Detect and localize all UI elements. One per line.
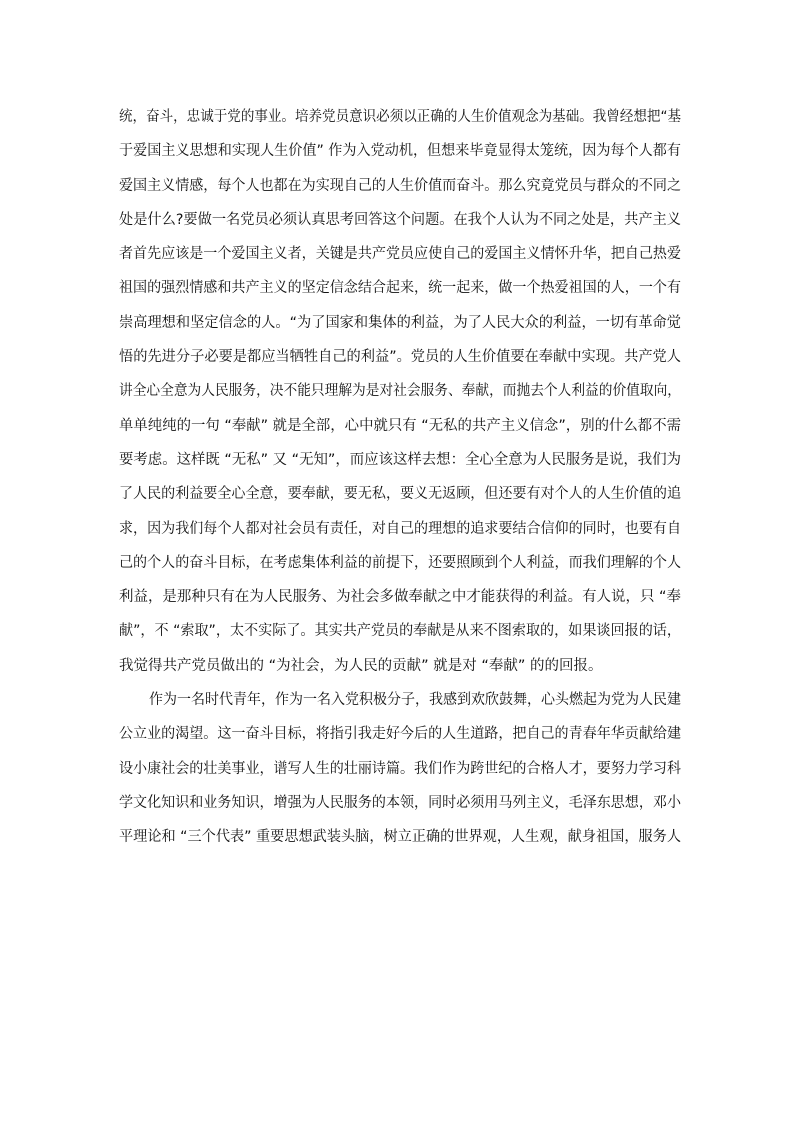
paragraph-1-line-13: 求，因为我们每个人都对社会员有责任，对自己的理想的追求要结合信仰的同时，也要有自: [119, 520, 681, 537]
paragraph-1-line-6: 祖国的强烈情感和共产主义的坚定信念结合起来，统一起来，做一个热爱祖国的人，一个有: [119, 280, 681, 297]
paragraph-1-line-15: 利益，是那种只有在为人民服务、为社会多做奉献之中才能获得的利益。有人说，只 “奉: [119, 589, 681, 606]
paragraph-2-line-4: 学文化知识和业务知识，增强为人民服务的本领，同时必须用马列主义，毛泽东思想，邓小: [119, 794, 681, 811]
paragraph-1-line-9: 讲全心全意为人民服务，决不能只理解为是对社会服务、奉献，而抛去个人利益的价值取向，: [119, 383, 681, 400]
paragraph-1-line-2: 于爱国主义思想和实现人生价值” 作为入党动机，但想来毕竟显得太笼统，因为每个人都有: [119, 143, 681, 160]
paragraph-1-line-12: 了人民的利益要全心全意，要奉献，要无私，要义无返顾，但还要有对个人的人生价值的追: [119, 486, 681, 503]
paragraph-1-line-4: 处是什么?要做一名党员必须认真思考回答这个问题。在我个人认为不同之处是，共产主义: [119, 211, 681, 228]
paragraph-1-line-11: 要考虑。这样既 “无私” 又 “无知”，而应该这样去想：全心全意为人民服务是说，我们为: [119, 451, 681, 468]
paragraph-1-line-1: 统，奋斗，忠诚于党的事业。培养党员意识必须以正确的人生价值观念为基础。我曾经想把“基: [119, 109, 681, 125]
paragraph-1-line-10: 单单纯纯的一句 “奉献” 就是全部，心中就只有 “无私的共产主义信念”，别的什么都不需: [119, 417, 681, 434]
paragraph-2-line-5: 平理论和 “三个代表” 重要思想武装头脑，树立正确的世界观，人生观，献身祖国，服务人: [119, 829, 681, 846]
paragraph-1-line-3: 爱国主义情感，每个人也都在为实现自己的人生价值而奋斗。那么究竟党员与群众的不同之: [119, 177, 681, 194]
paragraph-1-line-17: 我觉得共产党员做出的 “为社会，为人民的贡献” 就是对 “奉献” 的的回报。: [119, 657, 603, 674]
paragraph-1-line-7: 崇高理想和坚定信念的人。“为了国家和集体的利益，为了人民大众的利益，一切有革命觉: [119, 314, 681, 331]
paragraph-2-line-2: 公立业的渴望。这一奋斗目标，将指引我走好今后的人生道路，把自己的青春年华贡献给建: [119, 726, 681, 743]
paragraph-1-line-16: 献”，不 “索取”，太不实际了。其实共产党员的奉献是从来不图索取的，如果谈回报的话，: [119, 623, 681, 640]
paragraph-1-line-14: 己的个人的奋斗目标，在考虑集体利益的前提下，还要照顾到个人利益，而我们理解的个人: [119, 554, 681, 571]
document-body: [119, 100, 681, 855]
paragraph-2-line-3: 设小康社会的壮美事业，谱写人生的壮丽诗篇。我们作为跨世纪的合格人才，要努力学习科: [119, 760, 681, 777]
paragraph-1-line-5: 者首先应该是一个爱国主义者，关键是共产党员应使自己的爱国主义情怀升华，把自己热爱: [119, 246, 681, 263]
paragraph-1-line-8: 悟的先进分子必要是都应当牺牲自己的利益”。党员的人生价值要在奉献中实现。共产党人: [119, 349, 681, 366]
paragraph-2-line-1: 作为一名时代青年，作为一名入党积极分子，我感到欢欣鼓舞，心头燃起为党为人民建: [149, 692, 681, 709]
